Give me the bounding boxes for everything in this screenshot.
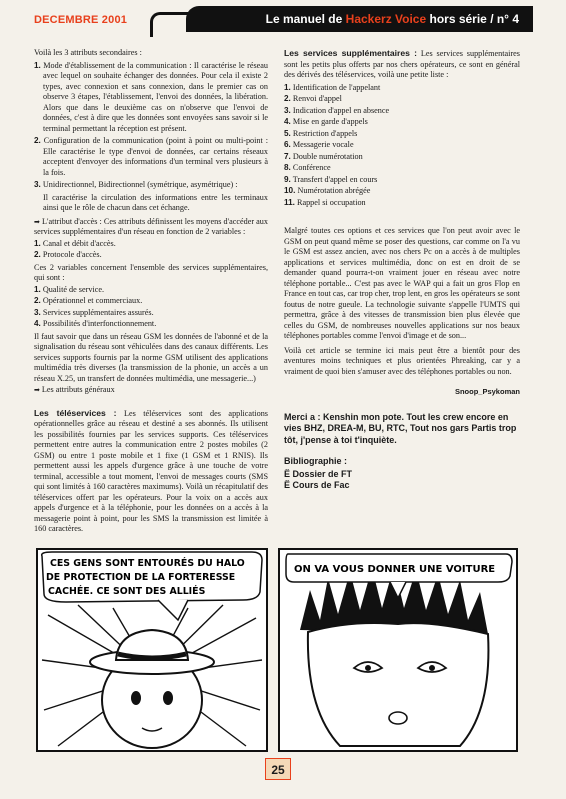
arrow-icon: ➡	[34, 386, 40, 394]
list-item: 10. Numérotation abrégée	[284, 186, 371, 195]
list-item: 4. Possibilités d'interfonctionnement.	[34, 319, 157, 328]
intro-text: Voilà les 3 attributs secondaires :	[34, 48, 142, 57]
gsm-paragraph: Il faut savoir que dans un réseau GSM les données de l'abonné et de la signalisation du réseau sont véhiculées dans des canaux différents. Les services supports fournis par la norme GSM utilisent des applications multimédia très diverses (la transmission de la phonie, un accès a un réseau X.25, un transfert de données multimédia, une messagerie...)	[34, 331, 268, 383]
left-column	[34, 48, 268, 539]
issue-date: DECEMBRE 2001	[34, 14, 128, 26]
bubble-line-2: DE PROTECTION DE LA FORTERESSE	[46, 572, 236, 583]
attribute-item-3-detail: Il caractérise la circulation des informations entre les terminaux ainsi que le rôle de chacun dans cet échange.	[43, 192, 268, 212]
list-item: 9. Transfert d'appel en cours	[284, 174, 378, 184]
list-item: 2. Opérationnel et commerciaux.	[34, 296, 143, 305]
attribute-item-2: 2. Configuration de la communication (point à point ou multi-point : Elle caractérise le type d'envoi de données, car certains réseaux acceptent d'envoyer des informations d'un terminal vers plusieurs à la fois.	[34, 136, 268, 177]
closing-paragraph: Voilà cet article se termine ici mais peut être a bientôt pour des aventures moins techniques et plus orientées Phreaking, car y a vraiment de quoi bien s'amuser avec des téléphones portables ou non.	[284, 345, 520, 376]
general-paragraph: Ces 2 variables concernent l'ensemble des services supplémentaires, qui sont :	[34, 262, 268, 282]
list-item: 3. Services supplémentaires assurés.	[34, 307, 154, 317]
supplementary-intro: Les services supplémentaires : Les services supplémentaires sont les petits plus offerts par nos chers opérateurs, ce sont en général des dérivés des téléservices, voilà une petite liste :	[284, 48, 520, 79]
header-banner	[186, 6, 533, 32]
access-list	[34, 239, 268, 261]
thanks-text: Merci a : Kenshin mon pote. Tout les crew encore en vies BHZ, DREA-M, BU, RTC, Tout nos gars Partis trop tôt, j'pense à toi t'inquiète.	[284, 411, 517, 445]
access-paragraph: ➡ L'attribut d'accès : Ces attributs définissent les moyens d'accéder aux services supplémentaires d'un réseau en fonction de 2 variables :	[34, 216, 268, 236]
author-signature: Snoop_Psykoman	[454, 387, 520, 396]
list-item: 6. Messagerie vocale	[284, 140, 354, 149]
comic-panel-left	[36, 548, 268, 752]
bubble-line-1: CES GENS SONT ENTOURÉS DU HALO	[50, 558, 245, 569]
bubble-line: ON VA VOUS DONNER UNE VOITURE	[294, 564, 496, 575]
arrow-icon: ➡	[34, 217, 40, 226]
comic-illustration	[280, 550, 516, 750]
list-item: Ë Cours de Fac	[284, 479, 350, 490]
bibliography-title: Bibliographie :	[284, 456, 347, 466]
list-item: 1. Identification de l'appelant	[284, 82, 381, 92]
umts-paragraph: Malgré toutes ces options et ces services que l'on peut avoir avec le GSM on peut quand même se poser des questions, car comme on l'a vu le GSM est assez ancien, avec nos chers Pc on a accès à de multiples applications et services multimédia, donc on est en droit de se demander quand pourra-t-on vraiment jouer en réseau avec notre téléphone portable... C'est pas avec le WAP qui a fait un gros Flop en France en tout cas, car trop cher, trop lent, en gros les opérateurs se sont foutus de notre gueule. La technologie suivante s'appelle l'UMTS qui permettra, grâce à des vitesses de transmission bien plus élevée que celles du GSM, de nombreuses nouvelles applications sur nos beaux téléphones portables comme l'envoi d'image et de son...	[284, 226, 520, 340]
page-number: 25	[265, 758, 291, 780]
list-item: 4. Mise en garde d'appels	[284, 117, 368, 126]
general-attributes: ➡ Les attributs généraux	[34, 385, 115, 394]
header-title-suffix: hors série / n° 4	[426, 12, 519, 26]
list-item: 3. Indication d'appel en absence	[284, 105, 390, 115]
attribute-item-3: 3. Unidirectionnel, Bidirectionnel (symétrique, asymétrique) :	[34, 180, 238, 189]
list-item: 2. Renvoi d'appel	[284, 94, 342, 103]
list-item: 11. Rappel si occupation	[284, 197, 366, 207]
comic-illustration	[38, 550, 266, 750]
attribute-item-1: 1. Mode d'établissement de la communication : Il caractérise le réseau avec lequel on souhaite échanger des données. Pour cela il existe 2 types, avec connexion et sans connexion, dans le premier cas on observe 3 étapes, l'établissement, l'envoi des données, la libération. Alors que dans le deuxième cas on n'observe que l'envoi de données, c'est à dire que les données sont envoyées sans savoir si le terminal permettant la réception est présent.	[34, 60, 269, 133]
bibliography-list	[284, 469, 520, 491]
list-item: 2. Protocole d'accès.	[34, 250, 102, 259]
bubble-line-3: CACHÉE. CE SONT DES ALLIÉS	[48, 586, 206, 597]
list-item: 5. Restriction d'appels	[284, 128, 358, 138]
list-item: 1. Canal et débit d'accès.	[34, 238, 116, 248]
header-brand: Hackerz Voice	[345, 12, 427, 26]
list-item: 1. Qualité de service.	[34, 284, 105, 294]
comic-panel-right	[278, 548, 518, 752]
list-item: 7. Double numérotation	[284, 151, 363, 161]
teleservices-paragraph: Les téléservices : Les téléservices sont des applications opérationnelles grâce au réseau et destiné a ses abonnés. Ils utilisent les possibilités fournies par les services supports. Ces téléservices permettent entre autres la communication entre 2 postes mobiles (2 GSM) ou entre 1 poste mobile et 1 fixe (1 GSM et 1 RNIS). Ils permettent aussi les appels d'urgence grâce à une touche de votre terminal, accessible a tout moment, l'envoi de messages courts (SMS qui sont limités à 160 caractères maximums). Voilà un récapitulatif des téléservices offert par les opérateurs. Pour la voix on a accès aux appels d'urgence et à la téléphonie, pour les données on a accès à la messagerie point à point, pour les SMS la transmission est limitée à 160 caractères.	[34, 407, 268, 533]
header-decor	[150, 12, 189, 37]
header-title-prefix: Le manuel de	[265, 12, 346, 26]
right-column	[284, 48, 520, 491]
services-list	[34, 285, 268, 330]
list-item: Ë Dossier de FT	[284, 468, 353, 479]
list-item: 8. Conférence	[284, 163, 331, 172]
supplementary-list	[284, 83, 520, 209]
